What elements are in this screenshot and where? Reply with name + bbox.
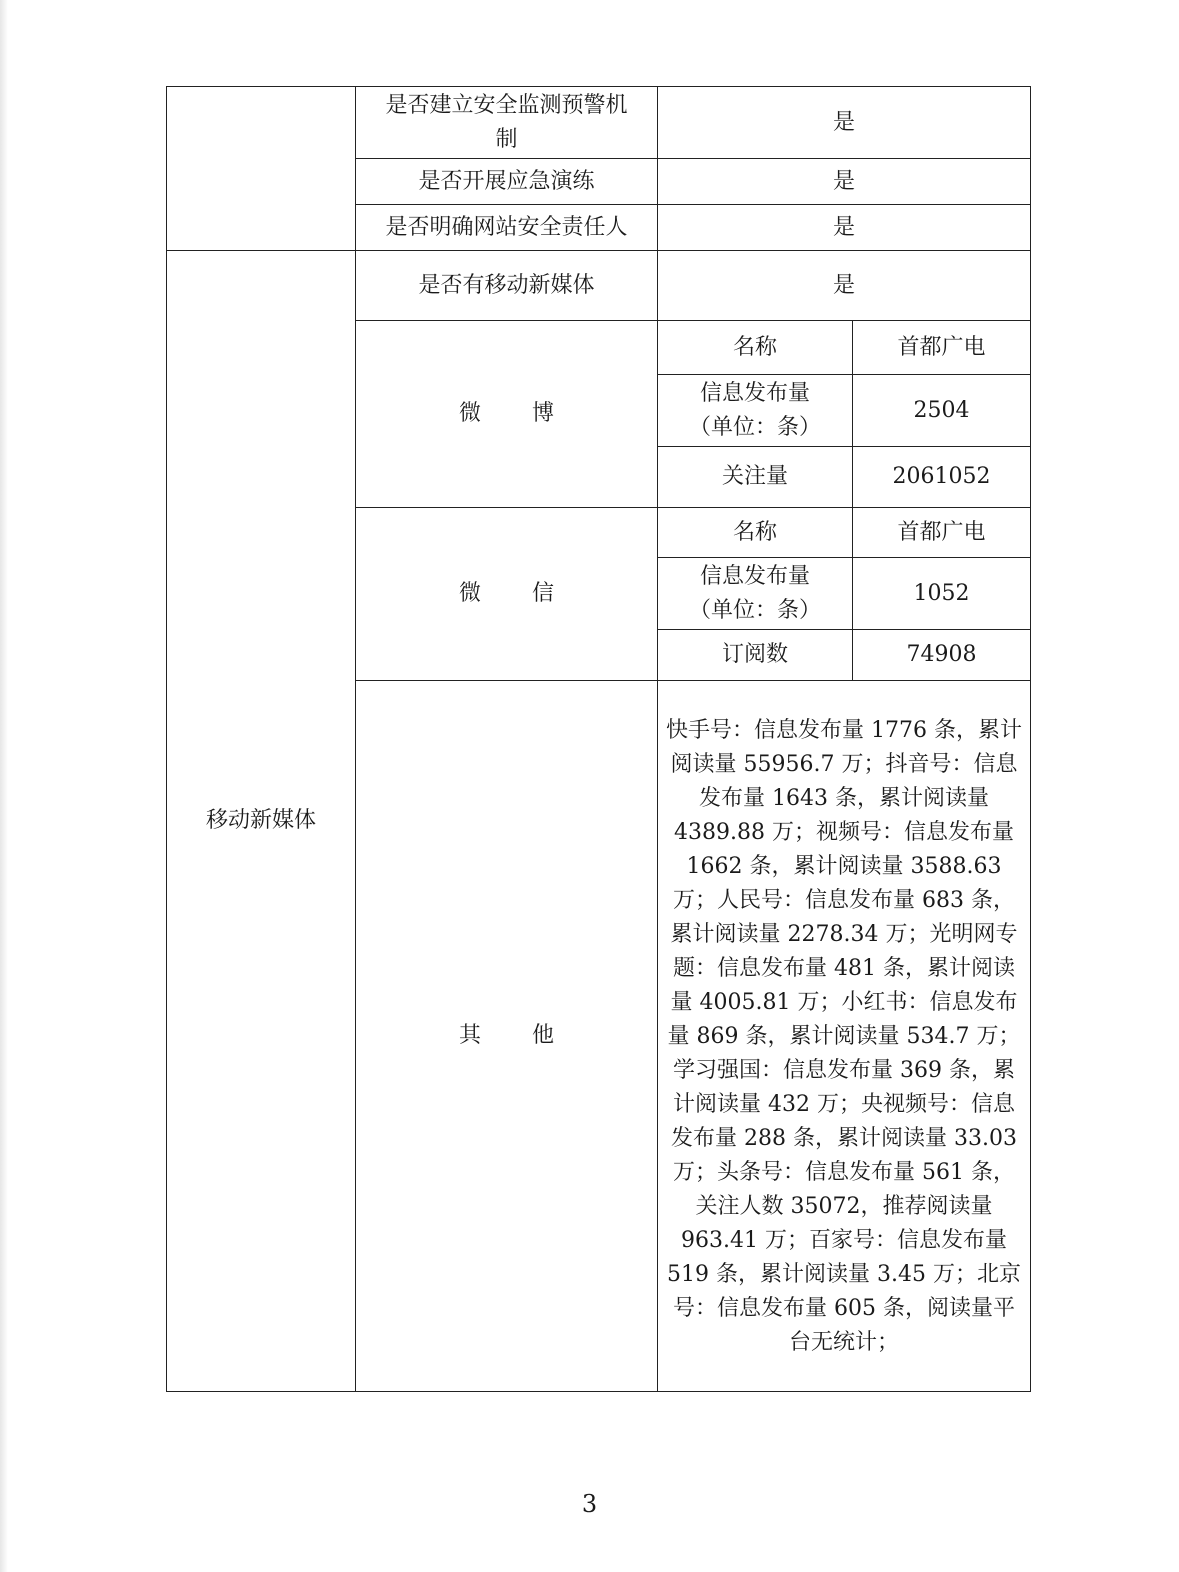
- wechat-name-label: 名称: [658, 508, 853, 558]
- row-monitoring-value: 是: [658, 87, 1031, 159]
- row-monitoring-label: 是否建立安全监测预警机制: [356, 87, 658, 159]
- weibo-label: 微 博: [356, 321, 658, 508]
- page-number: 3: [581, 1490, 598, 1518]
- has-mobile-value: 是: [658, 251, 1031, 321]
- row-responsible-value: 是: [658, 205, 1031, 251]
- mobile-section-label: 移动新媒体: [167, 251, 356, 1392]
- wechat-posts-value: 1052: [853, 558, 1031, 630]
- page-edge-shadow: [0, 0, 8, 1572]
- other-details-cell: [658, 681, 1031, 1392]
- wechat-label: 微 信: [356, 508, 658, 681]
- weibo-name-label: 名称: [658, 321, 853, 375]
- row-drill-value: 是: [658, 159, 1031, 205]
- other-details-text: 快手号：信息发布量 1776 条，累计阅读量 55956.7 万；抖音号：信息发布量 1643 条，累计阅读量 4389.88 万；视频号：信息发布量 1662 条，累计阅读量 3588.63 万；人民号：信息发布量 683 条，累计阅读量 2278.34 万；光明网专题：信息发布量 481 条，累计阅读量 4005.81 万；小红书：信息发布量 869 条，累计阅读量 534.7 万；学习强国：信息发布量 369 条，累计阅读量 432 万；央视频号：信息发布量 288 条，累计阅读量 33.03 万；头条号：信息发布量 561 条，关注人数 35072，推荐阅读量 963.41 万；百家号：信息发布量 519 条，累计阅读量 3.45 万；北京号：信息发布量 605 条，阅读量平台无统计；: [666, 718, 1022, 1355]
- row-responsible-label: 是否明确网站安全责任人: [356, 205, 658, 251]
- wechat-posts-label: 信息发布量（单位：条）: [658, 558, 853, 630]
- weibo-follow-value: 2061052: [853, 447, 1031, 508]
- other-label: 其 他: [356, 681, 658, 1392]
- report-table: [166, 86, 1031, 1392]
- weibo-posts-label: 信息发布量（单位：条）: [658, 375, 853, 447]
- weibo-name-value: 首都广电: [853, 321, 1031, 375]
- row-drill-label: 是否开展应急演练: [356, 159, 658, 205]
- wechat-name-value: 首都广电: [853, 508, 1031, 558]
- security-section-cell: [167, 87, 356, 251]
- wechat-subs-value: 74908: [853, 630, 1031, 681]
- weibo-follow-label: 关注量: [658, 447, 853, 508]
- weibo-posts-value: 2504: [853, 375, 1031, 447]
- has-mobile-label: 是否有移动新媒体: [356, 251, 658, 321]
- wechat-subs-label: 订阅数: [658, 630, 853, 681]
